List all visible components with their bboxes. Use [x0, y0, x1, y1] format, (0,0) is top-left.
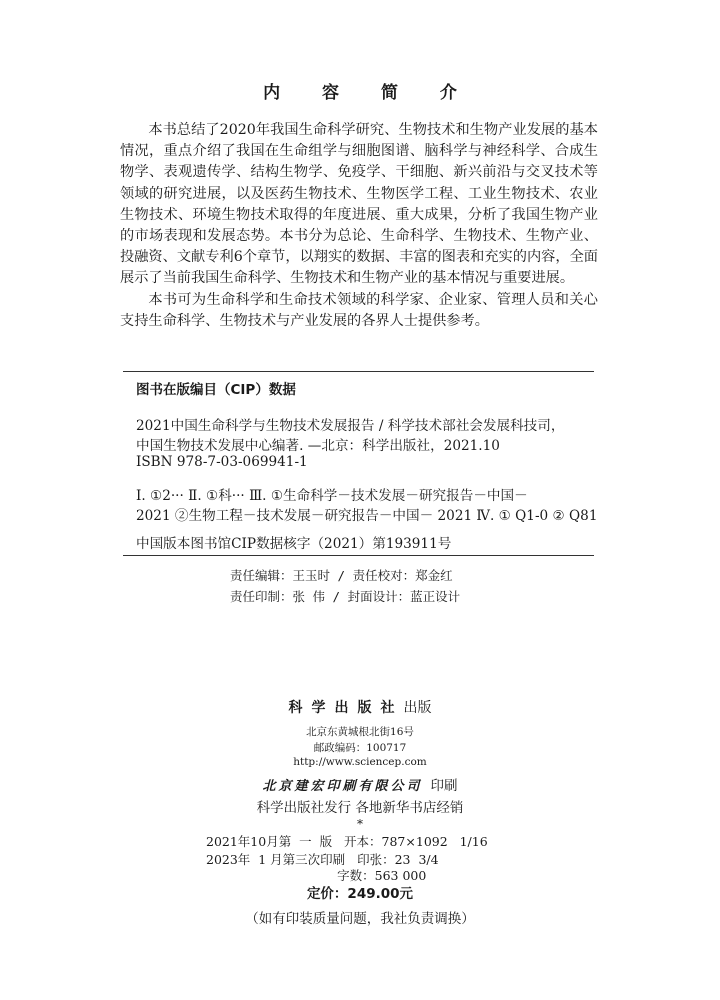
separator-star: *: [357, 817, 363, 831]
printer-name: 北京建宏印刷有限公司: [262, 779, 423, 794]
printer-line: [0, 774, 720, 794]
printing-credits: 责任印制：张 伟 / 封面设计：蓝正设计: [230, 589, 461, 604]
publisher-name: 科学出版社: [288, 700, 404, 716]
printer-suffix: 印刷: [430, 778, 458, 794]
cip-heading: 图书在版编目（CIP）数据: [136, 382, 296, 398]
publisher-address: 北京东黄城根北街16号: [306, 726, 414, 738]
distribution-line: 科学出版社发行 各地新华书店经销: [256, 800, 464, 816]
intro-title: 内 容 简 介: [263, 83, 475, 103]
quality-notice: （如有印装质量问题，我社负责调换）: [245, 911, 475, 927]
cip-top-rule: [123, 371, 594, 372]
publisher-suffix: 出版: [403, 700, 432, 716]
cip-bottom-rule: [123, 555, 594, 556]
editor-credits: 责任编辑：王玉时 / 责任校对：郑金红: [230, 568, 453, 583]
word-count-line: 字数：563 000: [206, 868, 427, 883]
publisher-line: [0, 697, 720, 717]
cip-classification-line: Ⅰ. ①2··· Ⅱ. ①科··· Ⅲ. ①生命科学－技术发展－研究报告－中国－: [136, 488, 528, 504]
cip-entry-line: 中国生物技术发展中心编著. —北京：科学出版社，2021.10: [136, 438, 500, 454]
cip-data-number: 中国版本图书馆CIP数据核字（2021）第193911号: [136, 536, 452, 552]
edition-line: 2021年10月第 一 版 开本：787×1092 1/16: [206, 834, 488, 849]
intro-paragraph: 本书可为生命科学和生命技术领域的科学家、企业家、管理人员和关心支持生命科学、生物技术与产业发展的各界人士提供参考。: [120, 291, 598, 329]
intro-body: [120, 120, 598, 332]
publisher-website: http://www.sciencep.com: [293, 756, 427, 768]
cip-isbn: ISBN 978-7-03-069941-1: [136, 454, 308, 470]
cip-classification-line: 2021 ②生物工程－技术发展－研究报告－中国－ 2021 Ⅳ. ① Q1-0 ② Q81: [136, 508, 598, 524]
publisher-postcode: 邮政编码：100717: [313, 742, 407, 754]
printing-line: 2023年 1 月第三次印刷 印张：23 3/4: [206, 852, 439, 867]
price: 定价：249.00元: [306, 886, 414, 902]
intro-paragraph: 本书总结了2020年我国生命科学研究、生物技术和生物产业发展的基本情况，重点介绍了我国在生命组学与细胞图谱、脑科学与神经科学、合成生物学、表观遗传学、结构生物学、免疫学、干细胞、新兴前沿与交叉技术等领域的研究进展，以及医药生物技术、生物医学工程、工业生物技术、农业生物技术、环境生物技术取得的年度进展、重大成果，分析了我国生物产业的市场表现和发展态势。本书分为总论、生命科学、生物技术、生物产业、投融资、文献专利6个章节，以翔实的数据、丰富的图表和充实的内容，全面展示了当前我国生命科学、生物技术和生物产业的基本情况与重要进展。: [120, 122, 598, 287]
cip-entry-line: 2021中国生命科学与生物技术发展报告 / 科学技术部社会发展科技司，: [136, 418, 565, 434]
